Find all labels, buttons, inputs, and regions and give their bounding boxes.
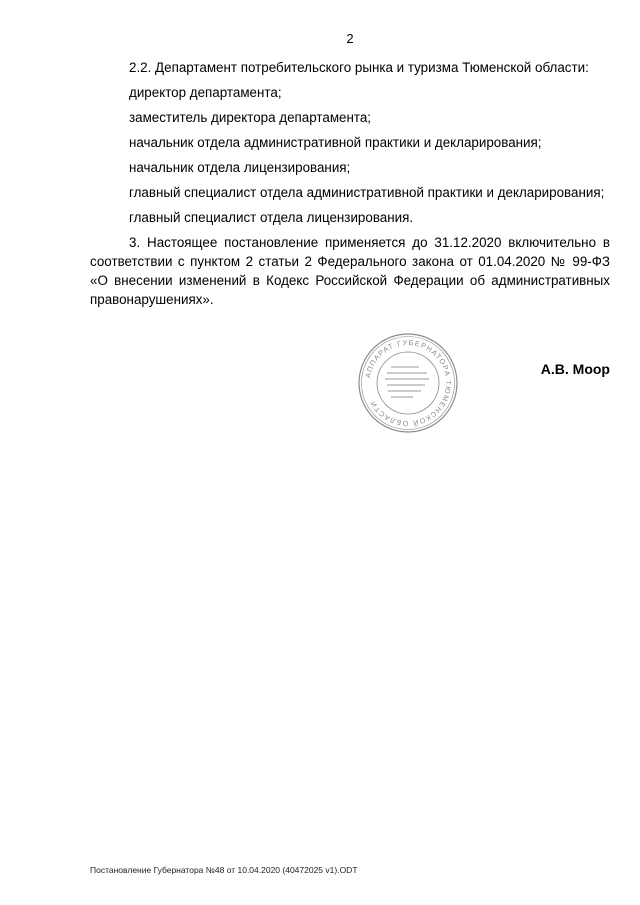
paragraph: главный специалист отдела лицензирования. [129,210,414,225]
paragraph: заместитель директора департамента; [129,110,372,125]
paragraph: директор департамента; [129,85,282,100]
stamp-ring-text: АППАРАТ ГУБЕРНАТОРА ТЮМЕНСКОЙ ОБЛАСТИ [363,337,454,429]
paragraph: начальник отдела административной практики и декларирования; [129,135,542,150]
document-footer: Постановление Губернатора №48 от 10.04.2020 (40472025 v1).ODT [90,865,358,875]
document-body [90,58,610,315]
signer-name: А.В. Моор [540,361,610,377]
paragraph: 3. Настоящее постановление применяется до 31.12.2020 включительно в соответствии с пунктом 2 статьи 2 Федерального закона от 01.04.2020 № 99-ФЗ «О внесении изменений в Кодекс Российской Федерации об административных правонарушениях». [90,235,610,307]
paragraph: 2.2. Департамент потребительского рынка и туризма Тюменской области: [129,60,589,75]
paragraph: главный специалист отдела административной практики и декларирования; [129,185,605,200]
official-stamp [357,332,459,434]
signature-block [0,332,640,442]
paragraph: начальник отдела лицензирования; [129,160,351,175]
stamp-inner-lines [385,367,429,397]
page-number: 2 [346,31,354,46]
